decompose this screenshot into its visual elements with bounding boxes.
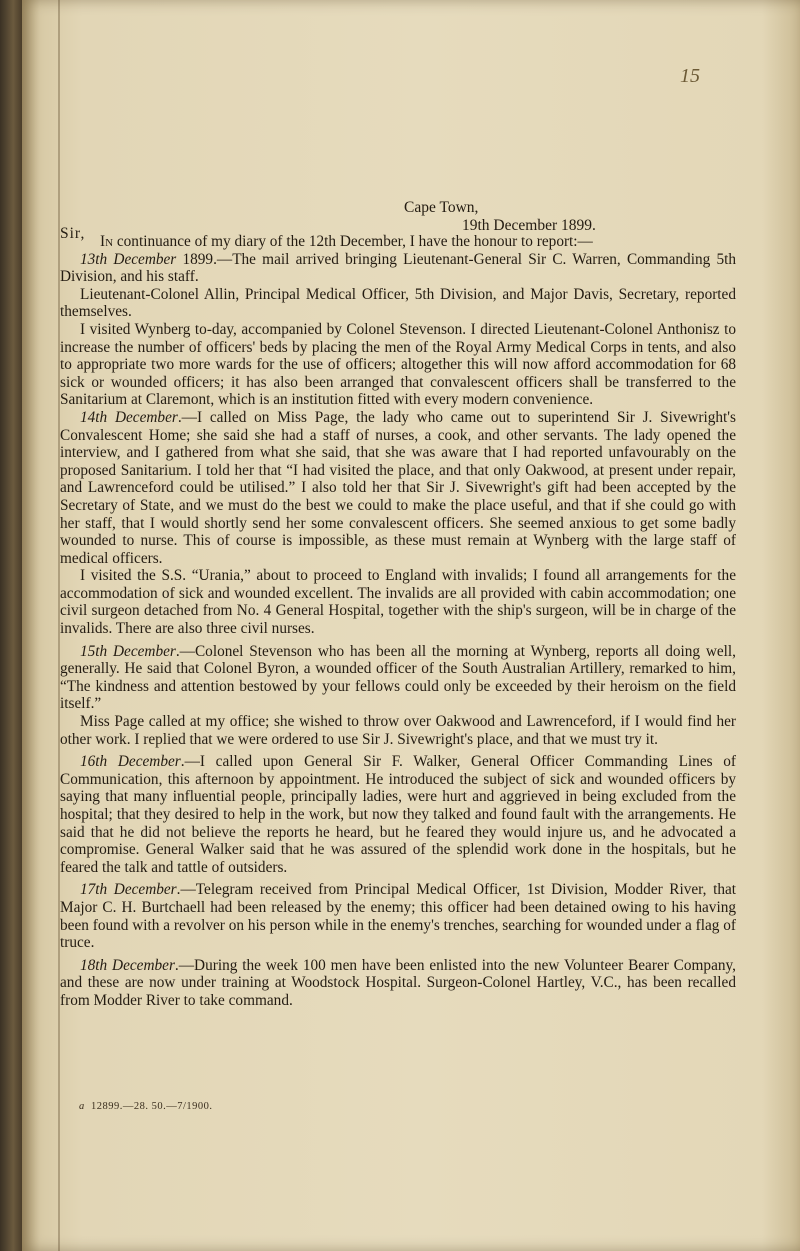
book-cover-edge	[0, 0, 22, 1251]
entry-date: 14th December	[80, 408, 178, 426]
entry-date: 13th December	[80, 250, 177, 268]
letter-place: Cape Town,	[404, 199, 479, 216]
intro-lead-word: In	[100, 233, 114, 250]
entry-paragraph: 15th December.—Colonel Stevenson who has been all the morning at Wynberg, reports all doing well, generally. He said that Colonel Byron, a wounded officer of the South Australian Artillery, remarked to him, “The kindness and attention bestowed by your fellows could only be exceeded by their heroism on the field itself.”	[60, 642, 736, 713]
letter-body	[60, 233, 736, 1010]
footer-code: 12899.—28. 50.—7/1900.	[91, 1101, 213, 1112]
entry-paragraph: Miss Page called at my office; she wished to throw over Oakwood and Lawrenceford, if I would find her other work. I replied that we were ordered to use Sir J. Sivewright's place, and that we must try it.	[60, 713, 736, 748]
letter-date: 19th December 1899.	[462, 217, 596, 234]
entry-paragraph: I visited Wynberg to-day, accompanied by Colonel Stevenson. I directed Lieutenant-Colonel Anthonisz to increase the number of officers' beds by placing the men of the Royal Army Medical Corps in tents, and also to appropriate two more wards for the use of officers; altogether this will now afford accommodation for 68 sick or wounded officers; it has also been arranged that convalescent officers shall be transferred to the Sanitarium at Claremont, which is an institution fitted with every modern convenience.	[60, 320, 736, 409]
intro-text: continuance of my diary of the 12th December, I have the honour to report:—	[113, 233, 593, 250]
intro-paragraph	[60, 233, 736, 251]
entry-paragraph: Lieutenant-Colonel Allin, Principal Medical Officer, 5th Division, and Major Davis, Secretary, reported themselves.	[60, 285, 736, 321]
entry-date: 15th December	[80, 642, 176, 660]
entry-paragraph: 18th December.—During the week 100 men have been enlisted into the new Volunteer Bearer Company, and these are now under training at Woodstock Hospital. Surgeon-Colonel Hartley, V.C., has been recalled from Modder River to take command.	[60, 956, 736, 1009]
entry-paragraph: 14th December.—I called on Miss Page, the lady who came out to superintend Sir J. Sivewright's Convalescent Home; she said she had a staff of nurses, a cook, and other servants. The lady opened the interview, and I gathered from what she said, that she was aware that I had reported unfavourably on the proposed Sanitarium. I told her that “I had visited the place, and that only Oakwood, at present under repair, and Lawrenceford could be utilised.” I also told her that Sir J. Sivewright's gift had been accepted by the Secretary of State, and we must do the best we could to make the place useful, and that if she could go with her staff, that I would shortly send her some convalescent officers. She seemed anxious to get some badly wounded to nurse. This of course is impossible, as these must remain at Wynberg with the large staff of medical officers.	[60, 408, 736, 567]
entry-date: 16th December	[80, 753, 181, 771]
entry-paragraph: 13th December 1899.—The mail arrived bringing Lieutenant-General Sir C. Warren, Commanding 5th Division, and his staff.	[60, 250, 736, 286]
entry-paragraph: 16th December.—I called upon General Sir F. Walker, General Officer Commanding Lines of Communication, this afternoon by appointment. He introduced the subject of sick and wounded officers by saying that many influential people, principally ladies, were hurt and aggrieved in being excluded from the hospital; that they desired to help in the work, but now they talked and found fault with the arrangements. He said that he did not believe the reports he heard, but he feared they would injure us, and he advocated a compromise. General Walker said that he was assured of the splendid work done in the hospitals, but he feared the talk and tattle of outsiders.	[60, 753, 737, 876]
entry-date: 18th December	[80, 956, 175, 974]
entry-paragraph: I visited the S.S. “Urania,” about to proceed to England with invalids; I found all arrangements for the accommodation of sick and wounded excellent. The invalids are all provided with cabin accommodation; one civil surgeon detached from No. 4 General Hospital, together with the ship's surgeon, will be in charge of the invalids. There are also three civil nurses.	[60, 567, 736, 638]
page-number: 15	[680, 65, 700, 87]
salutation: Sir,	[60, 225, 86, 242]
print-footer	[79, 1101, 213, 1112]
footer-letter: a	[79, 1101, 85, 1112]
entry-date: 17th December	[80, 881, 177, 899]
entry-paragraph: 17th December.—Telegram received from Principal Medical Officer, 1st Division, Modder River, that Major C. H. Burtchaell had been released by the enemy; this officer had been detained owing to his having been found with a revolver on his person while in the enemy's trenches, searching for wounded under a flag of truce.	[60, 881, 737, 952]
